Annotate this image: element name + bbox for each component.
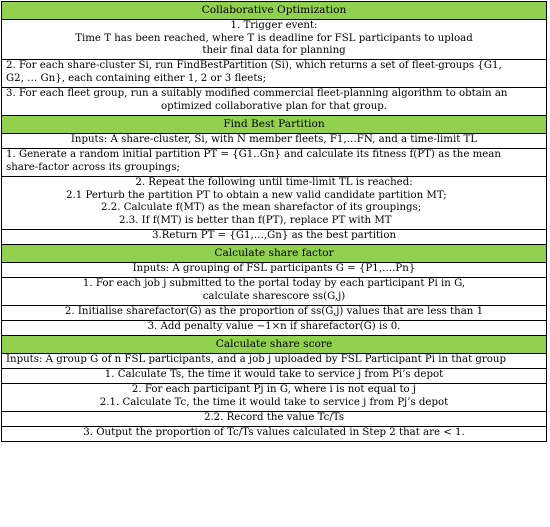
step-text: 2. For each participant Pj in G, where i is not equal to j [131, 384, 417, 395]
table-row [2, 412, 547, 427]
table-row [2, 278, 547, 306]
section-title: Collaborative Optimization [2, 2, 547, 20]
table-row [2, 306, 547, 321]
step-text: 2.1. Calculate Tc, the time it would take to service j from Pj’s depot [99, 396, 449, 408]
table-row [2, 384, 547, 412]
step-text: 2. For each share-cluster Si, run FindBestPartition (Si), which returns a set of fleet-groups {G1, [6, 60, 502, 71]
step-text: calculate sharescore ss(G,j) [202, 290, 346, 302]
step-text: 2. Repeat the following until time-limit TL is reached: [135, 177, 413, 188]
table-row [2, 354, 547, 369]
step-text: 1. Trigger event: [230, 20, 318, 31]
inputs-text: Inputs: A group G of n FSL participants, and a job j uploaded by FSL Participant Pi in that group [2, 354, 547, 369]
step-text: 2.2. Record the value Tc/Ts [2, 412, 547, 427]
table-row [2, 369, 547, 384]
step-text: 3.Return PT = {G1,…,Gn} as the best partition [2, 230, 547, 245]
section-title: Calculate share factor [2, 245, 547, 263]
section-header-collaborative-optimization [2, 2, 547, 20]
table-row [2, 88, 547, 116]
section-header-calculate-share-score [2, 336, 547, 354]
step-text: 3. Output the proportion of Tc/Ts values calculated in Step 2 that are < 1. [2, 427, 547, 442]
step-text: 3. Add penalty value −1×n if sharefactor(G) is 0. [2, 321, 547, 336]
step-text: 2. Initialise sharefactor(G) as the proportion of ss(G,j) values that are less than 1 [2, 306, 547, 321]
step-text: 1. Generate a random initial partition PT = {G1..Gn} and calculate its fitness f(PT) as the mean [6, 149, 501, 160]
table-row [2, 20, 547, 60]
table-row [2, 230, 547, 245]
section-header-calculate-share-factor [2, 245, 547, 263]
step-text: 1. For each job j submitted to the portal today by each participant Pi in G, [82, 278, 466, 289]
step-text: 2.2. Calculate f(MT) as the mean sharefactor of its groupings; [101, 202, 422, 214]
step-text: optimized collaborative plan for that group. [160, 100, 388, 112]
table-row [2, 134, 547, 149]
table-row [2, 60, 547, 88]
step-text: G2, … Gn}, each containing either 1, 2 or 3 fleets; [6, 72, 267, 84]
section-title: Find Best Partition [2, 116, 547, 134]
algorithm-table [1, 1, 547, 442]
section-header-find-best-partition [2, 116, 547, 134]
step-text: 3. For each fleet group, run a suitably modified commercial fleet-planning algorithm to obtain an [6, 88, 508, 99]
step-text: their final data for planning [202, 45, 346, 57]
step-text: 2.3. If f(MT) is better than f(PT), replace PT with MT [119, 214, 392, 226]
step-text: share-factor across its groupings; [6, 161, 180, 173]
step-text: 1. Calculate Ts, the time it would take to service j from Pi’s depot [2, 369, 547, 384]
inputs-text: Inputs: A grouping of FSL participants G = {P1,….Pn} [2, 263, 547, 278]
inputs-text: Inputs: A share-cluster, Si, with N member fleets, F1,…FN, and a time-limit TL [2, 134, 547, 149]
table-row [2, 177, 547, 230]
table-row [2, 149, 547, 177]
table-row [2, 427, 547, 442]
table-row [2, 263, 547, 278]
table-row [2, 321, 547, 336]
step-text: Time T has been reached, where T is deadline for FSL participants to upload [75, 32, 473, 44]
step-text: 2.1 Perturb the partition PT to obtain a new valid candidate partition MT; [66, 189, 447, 201]
section-title: Calculate share score [2, 336, 547, 354]
